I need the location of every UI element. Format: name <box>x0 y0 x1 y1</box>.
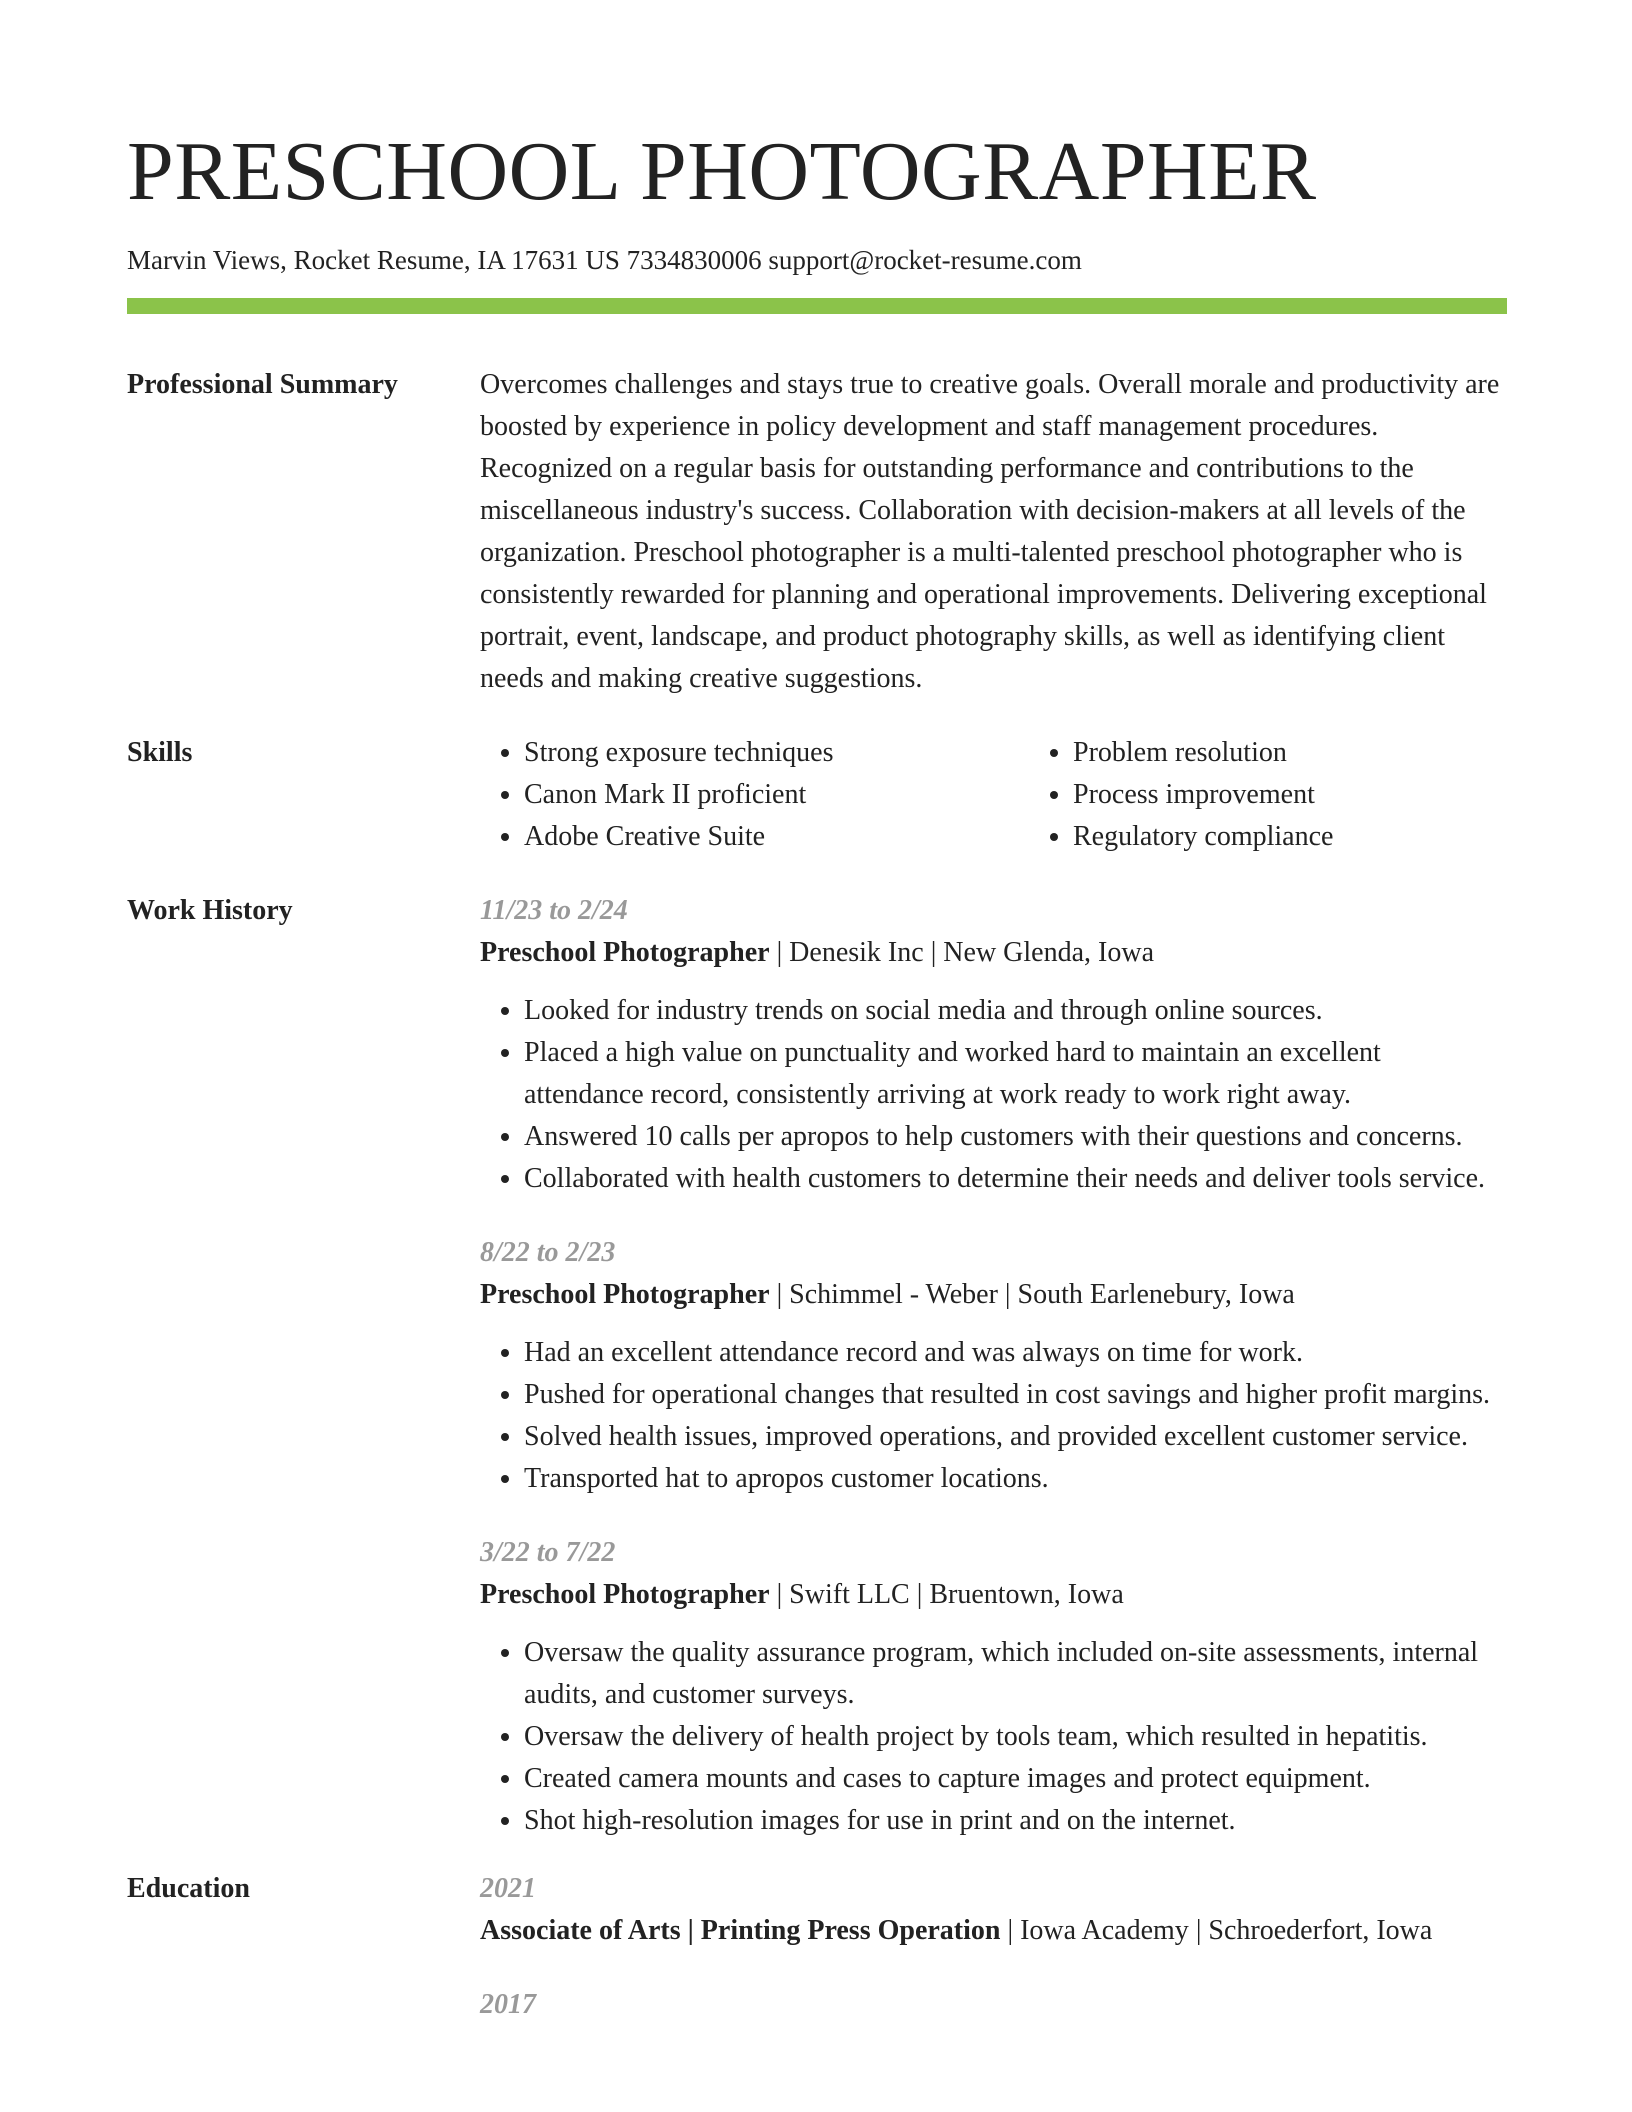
section-label-skills: Skills <box>127 737 193 768</box>
job-company: Swift LLC <box>789 1579 910 1610</box>
education-entry <box>480 1868 1507 1952</box>
education-section <box>127 1868 1507 2026</box>
job-bullet: • Solved health issues, improved operations, and provided excellent customer service. <box>524 1416 1507 1458</box>
job-location: New Glenda, Iowa <box>943 937 1154 968</box>
job-bullet: • Shot high-resolution images for use in print and on the internet. <box>524 1800 1507 1842</box>
skills-section <box>127 732 1507 858</box>
job-title: Preschool Photographer <box>480 937 770 968</box>
job-entry <box>480 1232 1507 1500</box>
job-dates: 3/22 to 7/22 <box>480 1537 616 1568</box>
skill-item: • Canon Mark II proficient <box>524 774 984 816</box>
education-degree: Associate of Arts | Printing Press Operation <box>480 1915 1001 1946</box>
skills-list <box>480 732 1507 858</box>
work-history-list <box>480 890 1507 1842</box>
separator: | <box>997 1279 1018 1310</box>
section-label-education: Education <box>127 1873 250 1904</box>
job-bullet: • Placed a high value on punctuality and worked hard to maintain an excellent attendance record, consistently arriving at work ready to work right away. <box>524 1032 1507 1116</box>
job-bullet: • Had an excellent attendance record and was always on time for work. <box>524 1332 1507 1374</box>
skill-item: • Process improvement <box>1073 774 1573 816</box>
education-list <box>480 1868 1507 2026</box>
job-heading <box>480 932 1507 974</box>
job-location: South Earlenebury, Iowa <box>1017 1279 1295 1310</box>
work-history-section <box>127 890 1507 1842</box>
job-bullets <box>480 990 1507 1200</box>
section-label-summary: Professional Summary <box>127 369 398 400</box>
resume-page <box>127 0 1507 2026</box>
skill-item: • Adobe Creative Suite <box>524 816 984 858</box>
skill-item: • Regulatory compliance <box>1073 816 1573 858</box>
job-bullets <box>480 1632 1507 1842</box>
education-year: 2017 <box>480 1989 536 2020</box>
education-heading <box>480 1910 1507 1952</box>
skills-column-right <box>1029 732 1573 858</box>
education-location: Schroederfort, Iowa <box>1208 1915 1433 1946</box>
job-bullet: • Transported hat to apropos customer locations. <box>524 1458 1507 1500</box>
job-bullet: • Answered 10 calls per apropos to help customers with their questions and concerns. <box>524 1116 1507 1158</box>
skill-item: • Problem resolution <box>1073 732 1573 774</box>
separator: | <box>769 937 790 968</box>
job-company: Denesik Inc <box>789 937 924 968</box>
education-school: Iowa Academy <box>1020 1915 1189 1946</box>
job-company: Schimmel - Weber <box>789 1279 998 1310</box>
education-year: 2021 <box>480 1873 536 1904</box>
job-bullet: • Looked for industry trends on social media and through online sources. <box>524 990 1507 1032</box>
separator: | <box>1000 1915 1021 1946</box>
job-location: Bruentown, Iowa <box>929 1579 1124 1610</box>
job-title: Preschool Photographer <box>480 1279 770 1310</box>
job-title: Preschool Photographer <box>480 1579 770 1610</box>
job-bullet: • Oversaw the quality assurance program, which included on-site assessments, internal audits, and customer surveys. <box>524 1632 1507 1716</box>
separator: | <box>1188 1915 1209 1946</box>
job-bullets <box>480 1332 1507 1500</box>
job-bullet: • Collaborated with health customers to determine their needs and deliver tools service. <box>524 1158 1507 1200</box>
separator: | <box>769 1279 790 1310</box>
job-bullet: • Pushed for operational changes that resulted in cost savings and higher profit margins. <box>524 1374 1507 1416</box>
job-entry <box>480 1532 1507 1842</box>
summary-section <box>127 364 1507 700</box>
job-heading <box>480 1274 1507 1316</box>
job-entry <box>480 890 1507 1200</box>
summary-text: Overcomes challenges and stays true to creative goals. Overall morale and productivity are boosted by experience in policy development and staff management procedures. Recognized on a regular basis for outstanding performance and contributions to the miscellaneous industry's success. Collaboration with decision-makers at all levels of the organization. Preschool photographer is a multi-talented preschool photographer who is consistently rewarded for planning and operational improvements. Delivering exceptional portrait, event, landscape, and product photography skills, as well as identifying client needs and making creative suggestions. <box>480 369 1500 694</box>
separator: | <box>909 1579 930 1610</box>
skills-column-left <box>480 732 984 858</box>
job-heading <box>480 1574 1507 1616</box>
job-dates: 11/23 to 2/24 <box>480 895 628 926</box>
header-divider <box>127 298 1507 314</box>
job-dates: 8/22 to 2/23 <box>480 1237 616 1268</box>
section-label-work-history: Work History <box>127 895 293 926</box>
skill-item: • Strong exposure techniques <box>524 732 984 774</box>
separator: | <box>923 937 944 968</box>
job-bullet: • Created camera mounts and cases to capture images and protect equipment. <box>524 1758 1507 1800</box>
separator: | <box>769 1579 790 1610</box>
candidate-name: PRESCHOOL PHOTOGRAPHER <box>127 125 1317 218</box>
job-bullet: • Oversaw the delivery of health project by tools team, which resulted in hepatitis. <box>524 1716 1507 1758</box>
education-entry <box>480 1984 1507 2026</box>
contact-line: Marvin Views, Rocket Resume, IA 17631 US 7334830006 support@rocket-resume.com <box>127 245 1082 275</box>
